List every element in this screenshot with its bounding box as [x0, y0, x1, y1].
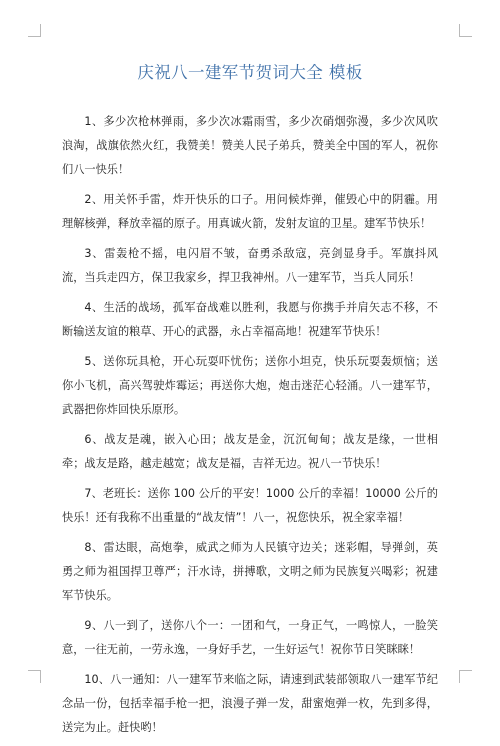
- paragraph-4: 4、生活的战场，孤军奋战难以胜利，我愿与你携手并肩矢志不移，不断输送友谊的粮草、开心的武器，永占幸福高地！祝建军节快乐！: [62, 301, 438, 338]
- crop-mark-top-left: [28, 24, 41, 37]
- paragraph-6: 6、战友是魂，嵌入心田；战友是金，沉沉甸甸；战友是缘，一世相牵；战友是路，越走越宽；战友是福，吉祥无边。祝八一节快乐！: [62, 433, 438, 470]
- paragraph-10: 10、八一通知：八一建军节来临之际，请速到武装部领取八一建军节纪念品一份，包括幸福手枪一把，浪漫子弹一发，甜蜜炮弹一枚，先到多得，送完为止。赶快哟！: [62, 673, 438, 734]
- paragraph-8: 8、雷达眼，高炮拳，威武之师为人民镇守边关；迷彩帽，导弹剑，英勇之师为祖国捍卫尊严；汗水诗，拼搏歌，文明之师为民族复兴喝彩；祝建军节快乐。: [62, 541, 438, 602]
- paragraph-2: 2、用关怀手雷，炸开快乐的口子。用问候炸弹，催毁心中的阴霾。用理解核弹，释放幸福的原子。用真诚火箭，发射友谊的卫星。建军节快乐！: [62, 193, 438, 230]
- document-body: [62, 110, 438, 746]
- crop-mark-bottom-right: [459, 670, 472, 683]
- document-title: 庆祝八一建军节贺词大全 模板: [137, 63, 363, 82]
- crop-mark-top-right: [459, 24, 472, 37]
- paragraph-7: 7、老班长：送你 100 公斤的平安！1000 公斤的幸福！10000 公斤的快乐！还有我称不出重量的“战友情”！八一，祝您快乐，祝全家幸福！: [62, 487, 438, 524]
- paragraph-9: 9、八一到了，送你八个一：一团和气，一身正气，一鸣惊人，一脸笑意，一往无前，一劳永逸，一身好手艺，一生好运气！祝你节日笑眯眯！: [62, 619, 438, 656]
- paragraph-1: 1、多少次枪林弹雨，多少次冰霜雨雪，多少次硝烟弥漫，多少次风吹浪淘，战旗依然火红，我赞美！赞美人民子弟兵，赞美全中国的军人，祝你们八一快乐！: [62, 115, 438, 176]
- paragraph-5: 5、送你玩具枪，开心玩耍吓忧伤；送你小坦克，快乐玩耍轰烦恼；送你小飞机，高兴驾驶炸霉运；再送你大炮，炮击迷茫心轻涌。八一建军节，武器把你炸回快乐原形。: [62, 355, 438, 416]
- paragraph-3: 3、雷轰枪不摇，电闪眉不皱，奋勇杀敌寇，亮剑显身手。军旗抖风流，当兵走四方，保卫我家乡，捍卫我神州。八一建军节，当兵人同乐！: [62, 247, 438, 284]
- crop-mark-bottom-left: [28, 670, 41, 683]
